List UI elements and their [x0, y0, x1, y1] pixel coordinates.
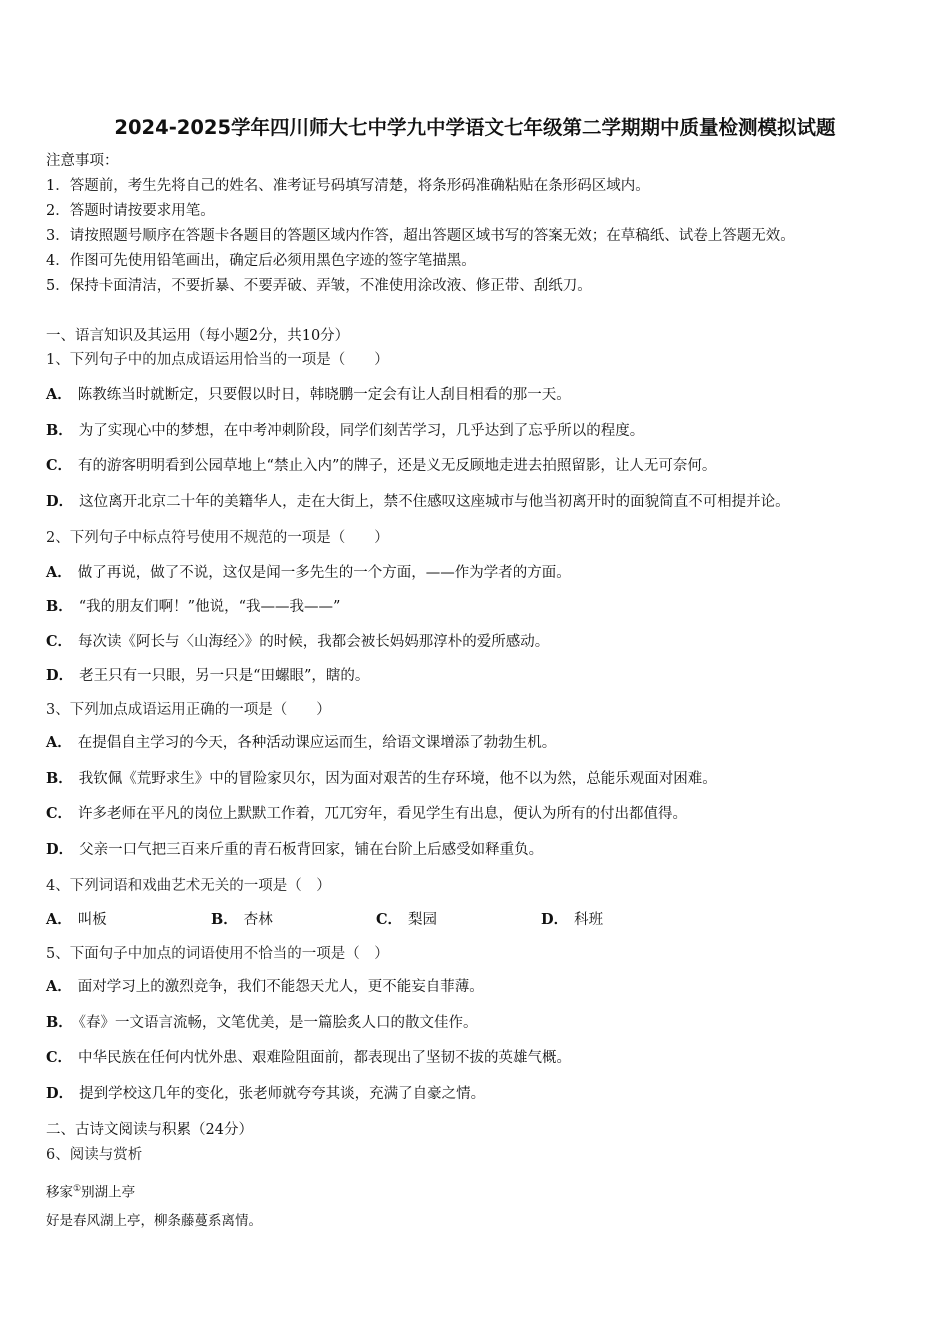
- option-letter: D．: [46, 841, 74, 858]
- option-text: 杏林: [243, 912, 273, 928]
- option-text: 中华民族在任何内忧外患、艰难险阻面前，都表现出了坚韧不拔的英雄气概。: [78, 1050, 572, 1066]
- question-1-option-a: [46, 385, 571, 405]
- question-4-option-a: [46, 910, 107, 930]
- question-2-option-b: [46, 597, 340, 617]
- question-5-option-b: [46, 1013, 478, 1033]
- option-letter: C．: [46, 633, 73, 650]
- option-letter: B．: [46, 422, 73, 439]
- option-text: 有的游客明明看到公园草地上“禁止入内”的牌子，还是义无反顾地走进去拍照留影，让人无可奈何。: [78, 458, 717, 474]
- question-3-option-d: [46, 840, 543, 860]
- notice-heading: 注意事项：: [46, 153, 119, 169]
- notice-item-2: 2．答题时请按要求用笔。: [46, 203, 215, 219]
- option-text: 我钦佩《荒野求生》中的冒险家贝尔，因为面对艰苦的生存环境，他不以为然，总能乐观面对困难。: [78, 771, 717, 787]
- option-letter: A．: [46, 978, 72, 995]
- option-letter: A．: [46, 386, 72, 403]
- option-letter: B．: [46, 770, 73, 787]
- option-text: 提到学校这几年的变化，张老师就夸夸其谈，充满了自豪之情。: [79, 1086, 486, 1102]
- option-text: 在提倡自主学习的今天，各种活动课应运而生，给语文课增添了勃勃生机。: [77, 735, 557, 751]
- option-text: 《春》一文语言流畅，文笔优美，是一篇脍炙人口的散文佳作。: [78, 1015, 478, 1031]
- option-letter: D．: [541, 911, 569, 928]
- question-4-option-c: [376, 910, 437, 930]
- option-letter: A．: [46, 734, 72, 751]
- option-text: 科班: [574, 912, 604, 928]
- notice-item-5: 5．保持卡面清洁，不要折暴、不要弄破、弄皱，不准使用涂改液、修正带、刮纸刀。: [46, 278, 592, 294]
- question-2-option-d: [46, 666, 369, 686]
- question-1-option-b: [46, 421, 644, 441]
- option-letter: B．: [211, 911, 238, 928]
- option-letter: A．: [46, 564, 72, 581]
- option-letter: B．: [46, 1014, 73, 1031]
- question-5-option-d: [46, 1084, 485, 1104]
- option-text: 父亲一口气把三百来斤重的青石板背回家，铺在台阶上后感受如释重负。: [79, 842, 544, 858]
- option-text: 梨园: [408, 912, 438, 928]
- question-4-option-b: [211, 910, 273, 930]
- option-text: 做了再说，做了不说，这仅是闻一多先生的一个方面，——作为学者的方面。: [77, 565, 571, 581]
- notice-item-1: 1．答题前，考生先将自己的姓名、准考证号码填写清楚，将条形码准确粘贴在条形码区域内。: [46, 178, 650, 194]
- question-4-option-d: [541, 910, 603, 930]
- question-1-option-c: [46, 456, 716, 476]
- poem-title-part-a: 移家: [46, 1184, 73, 1201]
- question-5-stem: 5、下面句子中加点的词语使用不恰当的一项是（ ）: [46, 946, 389, 962]
- option-text: 陈教练当时就断定，只要假以时日，韩晓鹏一定会有让人刮目相看的那一天。: [77, 387, 571, 403]
- question-2-option-c: [46, 632, 549, 652]
- question-3-stem: 3、下列加点成语运用正确的一项是（ ）: [46, 702, 331, 718]
- option-letter: D．: [46, 493, 74, 510]
- question-2-stem: 2、下列句子中标点符号使用不规范的一项是（ ）: [46, 530, 389, 546]
- option-text: 老王只有一只眼，另一只是“田螺眼”，瞎的。: [79, 668, 370, 684]
- option-letter: C．: [46, 805, 73, 822]
- notice-item-3: 3．请按照题号顺序在答题卡各题目的答题区域内作答，超出答题区域书写的答案无效；在草稿纸、试卷上答题无效。: [46, 228, 795, 244]
- poem-line-1: 好是春风湖上亭，柳条藤蔓系离情。: [46, 1213, 262, 1229]
- poem-title: [46, 1179, 135, 1203]
- question-5-option-a: [46, 977, 484, 997]
- question-3-option-b: [46, 769, 717, 789]
- option-letter: D．: [46, 1085, 74, 1102]
- option-text: 为了实现心中的梦想，在中考冲刺阶段，同学们刻苦学习，几乎达到了忘乎所以的程度。: [78, 423, 645, 439]
- question-2-option-a: [46, 563, 571, 583]
- option-letter: C．: [46, 1049, 73, 1066]
- page-title: 2024-2025学年四川师大七中学九中学语文七年级第二学期期中质量检测模拟试题: [114, 116, 836, 139]
- option-text: 每次读《阿长与〈山海经〉》的时候，我都会被长妈妈那淳朴的爱所感动。: [78, 634, 550, 650]
- option-text: “我的朋友们啊！”他说，“我——我——”: [78, 599, 341, 615]
- question-4-stem: 4、下列词语和戏曲艺术无关的一项是（ ）: [46, 878, 331, 894]
- option-text: 面对学习上的激烈竞争，我们不能怨天尤人，更不能妄自菲薄。: [77, 979, 484, 995]
- option-letter: D．: [46, 667, 74, 684]
- notice-item-4: 4．作图可先使用铅笔画出，确定后必须用黑色字迹的签字笔描黑。: [46, 253, 476, 269]
- option-letter: C．: [46, 457, 73, 474]
- poem-footnote-mark: ①: [73, 1184, 82, 1194]
- option-text: 许多老师在平凡的岗位上默默工作着，兀兀穷年，看见学生有出息，便认为所有的付出都值得。: [78, 806, 688, 822]
- option-text: 这位离开北京二十年的美籍华人，走在大街上，禁不住感叹这座城市与他当初离开时的面貌简直不可相提并论。: [79, 494, 790, 510]
- option-letter: C．: [376, 911, 403, 928]
- section-1-heading: 一、语言知识及其运用（每小题2分，共10分）: [46, 328, 350, 344]
- question-1-stem: 1、下列句子中的加点成语运用恰当的一项是（ ）: [46, 352, 389, 368]
- poem-title-part-b: 别湖上亭: [81, 1184, 136, 1201]
- option-letter: B．: [46, 598, 73, 615]
- question-3-option-a: [46, 733, 556, 753]
- option-letter: A．: [46, 911, 72, 928]
- option-text: 叫板: [77, 912, 107, 928]
- question-3-option-c: [46, 804, 687, 824]
- question-1-option-d: [46, 492, 790, 512]
- question-5-option-c: [46, 1048, 571, 1068]
- question-6-stem: 6、阅读与赏析: [46, 1147, 143, 1163]
- section-2-heading: 二、古诗文阅读与积累（24分）: [46, 1122, 253, 1138]
